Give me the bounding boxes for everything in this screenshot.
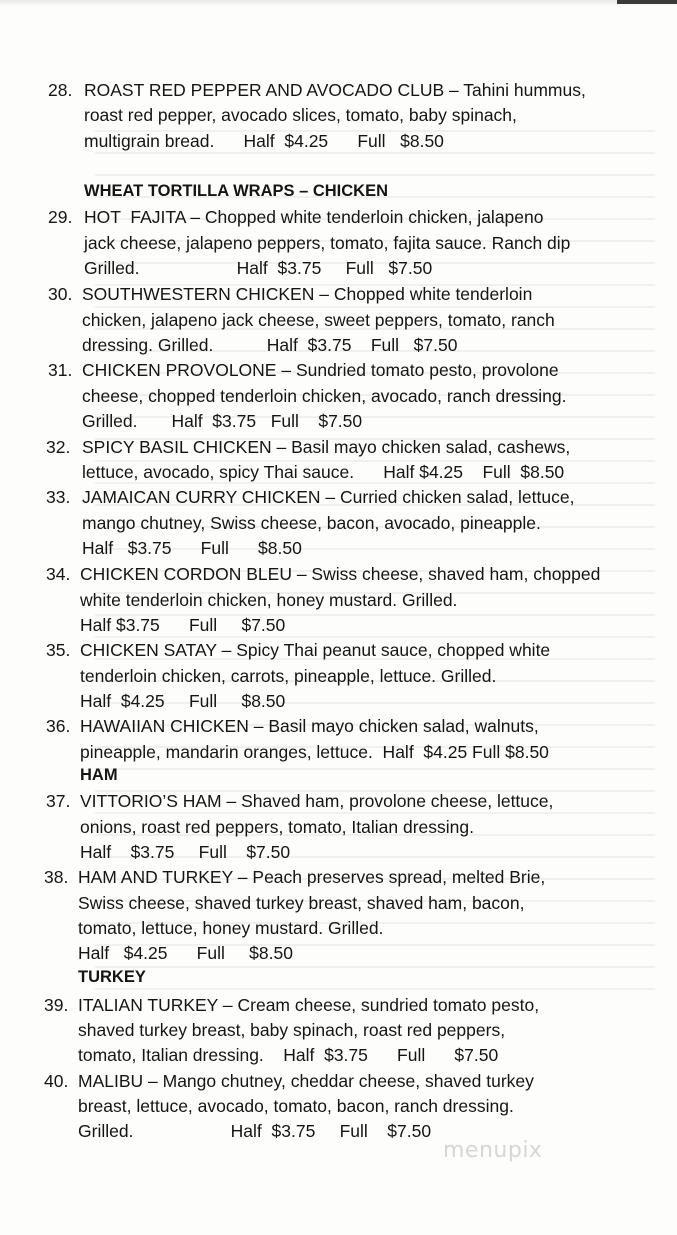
item-line: HAM AND TURKEY – Peach preserves spread, melted Brie, xyxy=(78,867,546,887)
item-line: Half $3.75 Full $8.50 xyxy=(82,538,302,558)
section-heading-ham: HAM xyxy=(80,766,118,784)
item-number: 34. xyxy=(46,564,71,584)
item-number: 40. xyxy=(44,1071,69,1091)
item-number: 37. xyxy=(46,791,71,811)
item-number: 31. xyxy=(48,360,73,380)
item-line: tenderloin chicken, carrots, pineapple, lettuce. Grilled. xyxy=(80,666,497,686)
item-line: multigrain bread. Half $4.25 Full $8.50 xyxy=(84,131,444,151)
item-line: CHICKEN SATAY – Spicy Thai peanut sauce, chopped white xyxy=(80,640,551,660)
item-line: Half $3.75 Full $7.50 xyxy=(80,842,291,862)
item-line: SPICY BASIL CHICKEN – Basil mayo chicken salad, cashews, xyxy=(82,437,571,457)
item-line: Half $4.25 Full $8.50 xyxy=(78,943,293,963)
item-line: ROAST RED PEPPER AND AVOCADO CLUB – Tahini hummus, xyxy=(84,80,586,100)
scan-edge-mark xyxy=(617,0,677,4)
item-number: 36. xyxy=(46,716,71,736)
item-line: JAMAICAN CURRY CHICKEN – Curried chicken salad, lettuce, xyxy=(82,487,575,507)
item-line: breast, lettuce, avocado, tomato, bacon, ranch dressing. xyxy=(78,1096,514,1116)
item-line: white tenderloin chicken, honey mustard. Grilled. xyxy=(80,590,458,610)
item-line: onions, roast red peppers, tomato, Italian dressing. xyxy=(80,817,474,837)
item-line: Grilled. Half $3.75 Full $7.50 xyxy=(78,1121,432,1141)
scan-top-edge xyxy=(0,0,677,6)
item-line: Half $4.25 Full $8.50 xyxy=(80,691,286,711)
item-line: ITALIAN TURKEY – Cream cheese, sundried tomato pesto, xyxy=(78,995,540,1015)
item-line: SOUTHWESTERN CHICKEN – Chopped white tenderloin xyxy=(82,284,533,304)
item-line: jack cheese, jalapeno peppers, tomato, fajita sauce. Ranch dip xyxy=(84,233,571,253)
item-line: CHICKEN PROVOLONE – Sundried tomato pesto, provolone xyxy=(82,360,559,380)
item-line: cheese, chopped tenderloin chicken, avocado, ranch dressing. xyxy=(82,386,567,406)
item-number: 29. xyxy=(48,207,73,227)
item-number: 38. xyxy=(44,867,69,887)
item-line: MALIBU – Mango chutney, cheddar cheese, shaved turkey xyxy=(78,1071,534,1091)
item-line: lettuce, avocado, spicy Thai sauce. Half $4.25 Full $8.50 xyxy=(82,462,565,482)
item-line: shaved turkey breast, baby spinach, roast red peppers, xyxy=(78,1020,506,1040)
item-number: 33. xyxy=(46,487,71,507)
item-number: 39. xyxy=(44,995,69,1015)
item-line: mango chutney, Swiss cheese, bacon, avocado, pineapple. xyxy=(82,513,541,533)
item-line: chicken, jalapeno jack cheese, sweet peppers, tomato, ranch xyxy=(82,310,555,330)
item-number: 32. xyxy=(46,437,71,457)
item-line: VITTORIO’S HAM – Shaved ham, provolone cheese, lettuce, xyxy=(80,791,554,811)
item-line: Half $3.75 Full $7.50 xyxy=(80,615,286,635)
section-heading-wraps: WHEAT TORTILLA WRAPS – CHICKEN xyxy=(84,182,389,200)
item-line: pineapple, mandarin oranges, lettuce. Half $4.25 Full $8.50 xyxy=(80,742,549,762)
item-line: dressing. Grilled. Half $3.75 Full $7.50 xyxy=(82,335,458,355)
item-line: tomato, lettuce, honey mustard. Grilled. xyxy=(78,918,384,938)
menupix-watermark: menupix xyxy=(443,1138,543,1163)
item-line: Grilled. Half $3.75 Full $7.50 xyxy=(82,411,363,431)
item-line: CHICKEN CORDON BLEU – Swiss cheese, shaved ham, chopped xyxy=(80,564,601,584)
item-line: tomato, Italian dressing. Half $3.75 Full $7.50 xyxy=(78,1045,499,1065)
item-line: Grilled. Half $3.75 Full $7.50 xyxy=(84,258,433,278)
item-number: 28. xyxy=(48,80,73,100)
item-line: Swiss cheese, shaved turkey breast, shaved ham, bacon, xyxy=(78,893,525,913)
section-heading-turkey: TURKEY xyxy=(78,968,146,986)
item-line: HOT FAJITA – Chopped white tenderloin chicken, jalapeno xyxy=(84,207,544,227)
item-number: 35. xyxy=(46,640,71,660)
item-line: roast red pepper, avocado slices, tomato, baby spinach, xyxy=(84,105,517,125)
item-line: HAWAIIAN CHICKEN – Basil mayo chicken salad, walnuts, xyxy=(80,716,539,736)
item-number: 30. xyxy=(48,284,73,304)
